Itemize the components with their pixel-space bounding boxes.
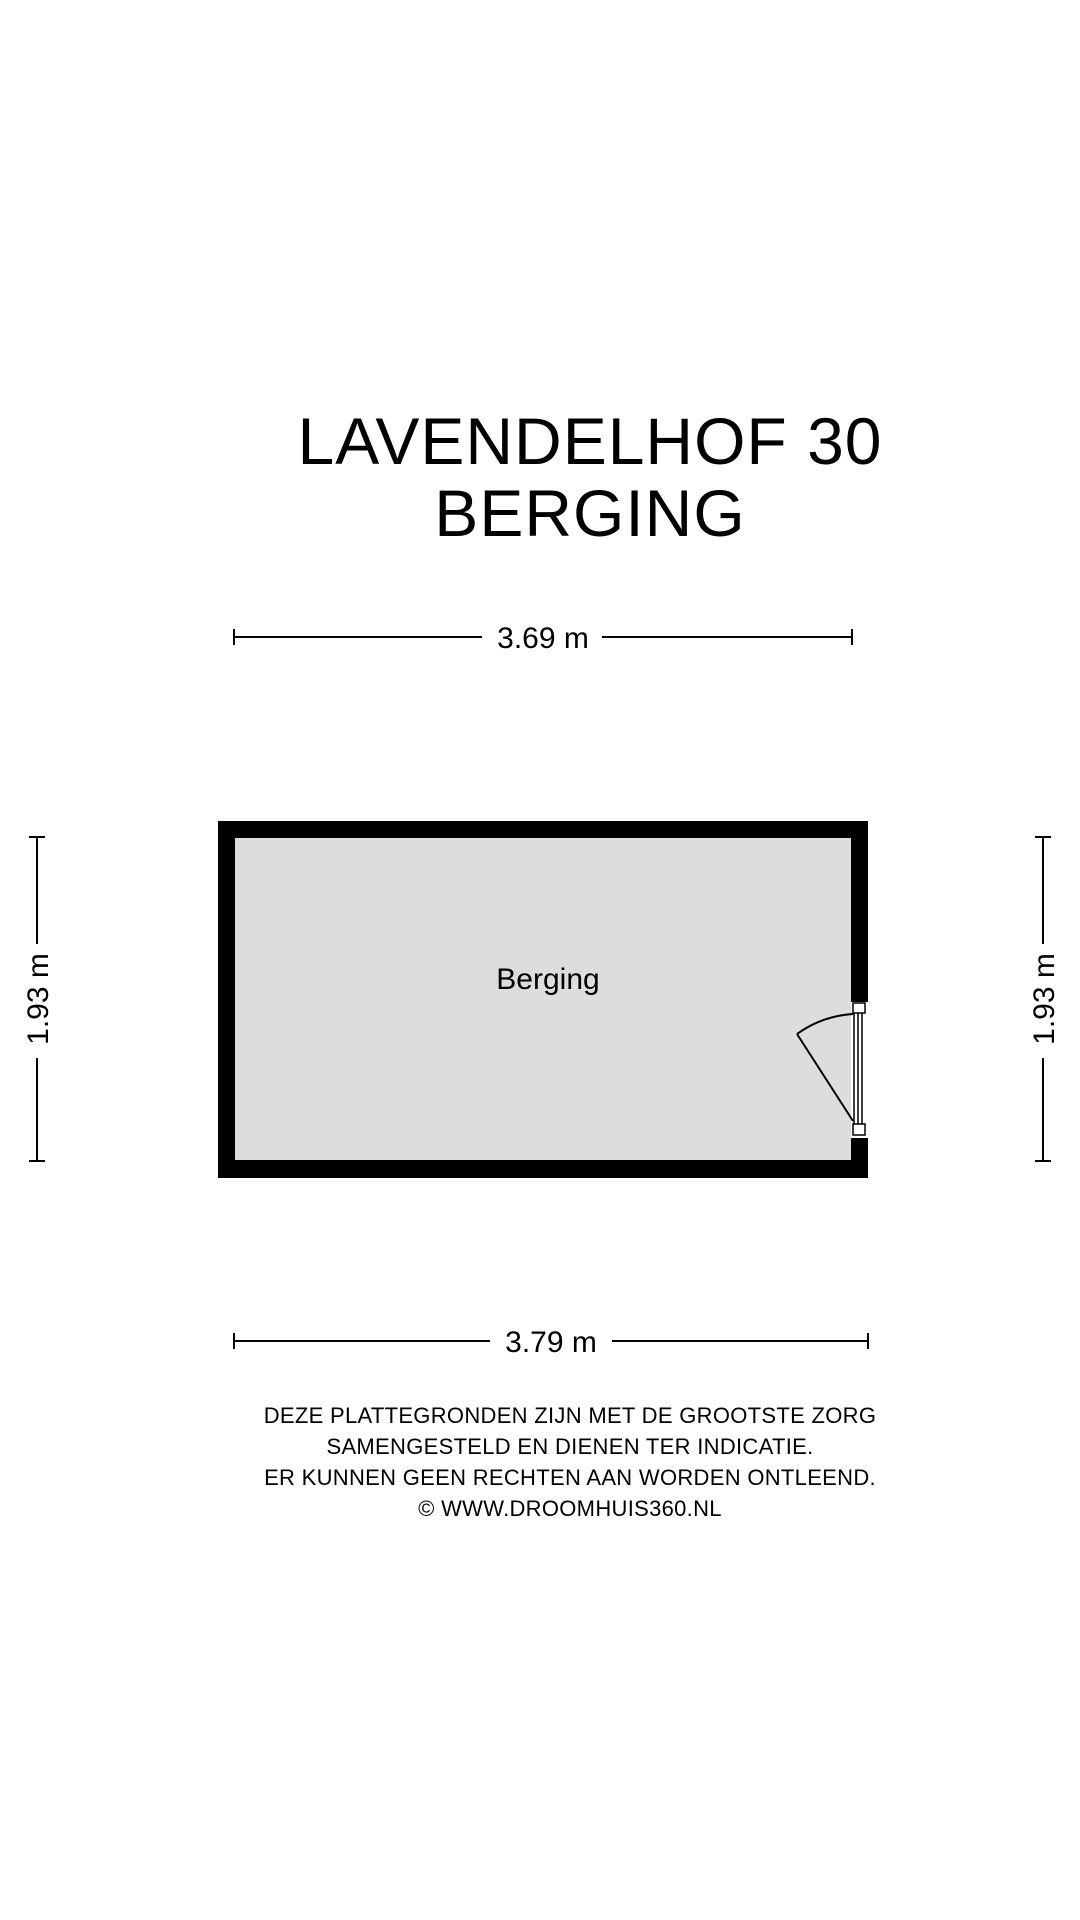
dimension-top-label: 3.69 m [497, 622, 589, 655]
disclaimer-copyright: © WWW.DROOMHUIS360.NL [418, 1496, 722, 1521]
disclaimer-line-2: SAMENGESTELD EN DIENEN TER INDICATIE. [326, 1434, 814, 1459]
door-jamb-top [853, 1003, 865, 1013]
room-berging [218, 821, 868, 1178]
room-label: Berging [496, 963, 600, 996]
disclaimer-line-3: ER KUNNEN GEEN RECHTEN AAN WORDEN ONTLEEND. [264, 1465, 876, 1490]
disclaimer-line-1: DEZE PLATTEGRONDEN ZIJN MET DE GROOTSTE ZORG [263, 1403, 877, 1428]
dimension-top [234, 622, 852, 655]
dimension-bottom-label: 3.79 m [505, 1326, 597, 1359]
plan-title-address: LAVENDELHOF 30 [297, 404, 883, 478]
plan-title-floor: BERGING [434, 476, 746, 550]
dimension-left [22, 837, 55, 1161]
dimension-right [1028, 837, 1061, 1161]
door-jamb-bottom [853, 1124, 865, 1135]
disclaimer [200, 1400, 940, 1524]
dimension-right-label: 1.93 m [1028, 953, 1061, 1045]
room-floor [235, 838, 851, 1160]
dimension-left-label: 1.93 m [22, 953, 55, 1045]
dimension-bottom [234, 1326, 868, 1359]
